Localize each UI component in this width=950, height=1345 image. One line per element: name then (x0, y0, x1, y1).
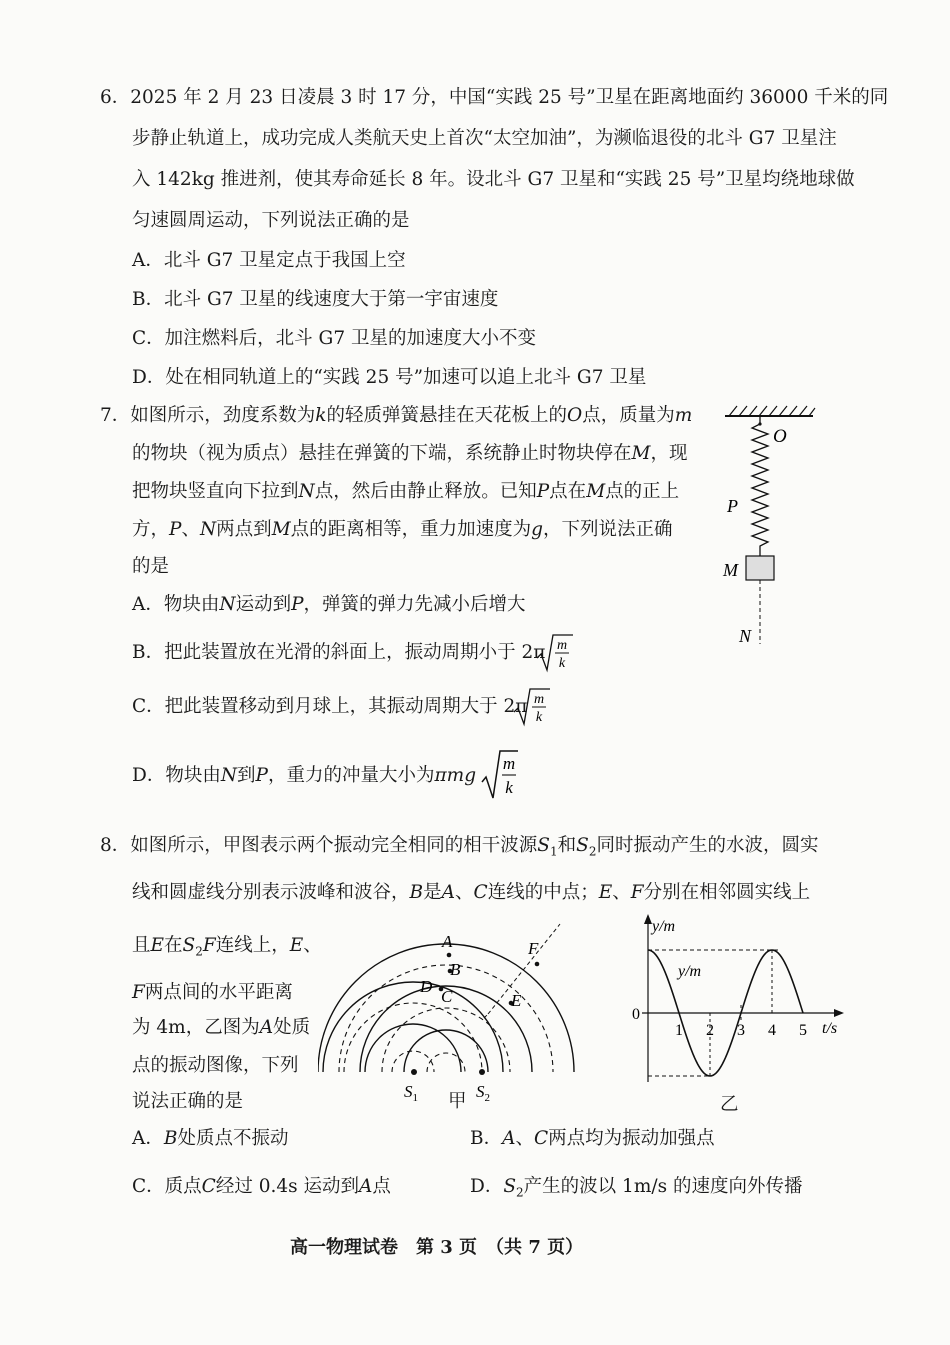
s2-f-line (488, 924, 560, 1014)
label-s2: $S_2$ (476, 1082, 490, 1104)
q7-line-5: 的是 (132, 556, 170, 577)
q8-line-2: 线和圆虚线分别表示波峰和波谷，B是A、C连线的中点；E、F分别在相邻圆实线上 (132, 882, 811, 903)
q8-option-b: B．A、C两点均为振动加强点 (470, 1128, 715, 1149)
sqrt-m-over-k-b (535, 632, 575, 674)
label-b: B (450, 960, 461, 979)
q8-line-3: 且E在$S_2F$连线上，E、 (132, 935, 322, 959)
origin-label: 0 (632, 1006, 640, 1023)
label-a: A (442, 932, 453, 951)
q8-line-7: 说法正确的是 (132, 1091, 244, 1112)
spring (752, 416, 768, 556)
y-axis-label: y/m (652, 918, 676, 935)
q7-option-d: D．物块由N到P，重力的冲量大小为πmg (132, 765, 477, 786)
q6-option-a: A．北斗 G7 卫星定点于我国上空 (132, 250, 406, 271)
x-axis-arrow (834, 1009, 844, 1017)
point-o (758, 422, 761, 425)
q7-line-1: 7．如图所示，劲度系数为k的轻质弹簧悬挂在天花板上的O点，质量为m (100, 405, 693, 426)
point-a (447, 953, 452, 958)
sqrt-m-over-k-d (480, 748, 520, 802)
sqrt-m-over-k-c (512, 686, 552, 728)
interference-figure (318, 920, 588, 1110)
q8-line-1: 8．如图所示，甲图表示两个振动完全相同的相干波源$S_1$和$S_2$同时振动产生的水波，圆实 (100, 835, 819, 859)
q6-option-b: B．北斗 G7 卫星的线速度大于第一宇宙速度 (132, 289, 499, 310)
x-tick-label: 1 (675, 1022, 683, 1039)
q6-line-2: 步静止轨道上，成功完成人类航天史上首次“太空加油”，为濒临退役的北斗 G7 卫星注 (132, 128, 837, 149)
label-p: P (727, 496, 738, 516)
label-n: N (739, 626, 752, 646)
q6-option-c: C．加注燃料后，北斗 G7 卫星的加速度大小不变 (132, 328, 536, 349)
label-f: F (528, 939, 539, 958)
figure-yi-caption: 乙 (720, 1094, 739, 1115)
source-s1 (411, 1069, 417, 1075)
q8-line-5: 为 4m，乙图为A处质 (132, 1017, 311, 1038)
label-s1: $S_1$ (404, 1082, 418, 1104)
svg-text:m: m (533, 692, 545, 707)
block-m (746, 556, 774, 580)
spring-figure (715, 400, 825, 655)
q8-line-6: 点的振动图像，下列 (132, 1055, 299, 1076)
x-tick-label: 3 (737, 1022, 745, 1039)
page-footer: 高一物理试卷 第 3 页 （共 7 页） (290, 1237, 584, 1258)
y-axis-inner-label: y/m (678, 963, 702, 980)
svg-text:m: m (502, 754, 516, 773)
source-s2 (479, 1069, 485, 1075)
q6-line-1: 6．2025 年 2 月 23 日凌晨 3 时 17 分，中国“实践 25 号”卫星在距离地面约 36000 千米的同 (100, 87, 889, 108)
q7-option-a: A．物块由N运动到P，弹簧的弹力先减小后增大 (132, 594, 526, 615)
q7-option-b: B．把此装置放在光滑的斜面上，振动周期小于 2π (132, 642, 546, 663)
x-tick-label: 5 (799, 1022, 807, 1039)
label-m: M (723, 560, 738, 580)
label-d: D (420, 977, 433, 996)
q7-line-3: 把物块竖直向下拉到N点，然后由静止释放。已知P点在M点的正上 (132, 481, 680, 502)
x-tick-label: 2 (706, 1022, 714, 1039)
q7-line-2: 的物块（视为质点）悬挂在弹簧的下端，系统静止时物块停在M，现 (132, 443, 688, 464)
ceiling-hatch (729, 406, 815, 416)
svg-text:k: k (535, 710, 543, 725)
q7-line-4: 方，P、N两点到M点的距离相等，重力加速度为g，下列说法正确 (132, 519, 673, 540)
q7-option-c: C．把此装置移动到月球上，其振动周期大于 2π (132, 696, 528, 717)
svg-text:k: k (558, 656, 566, 671)
figure-jia-caption: 甲 (448, 1091, 467, 1112)
x-axis-label: t/s (822, 1020, 838, 1037)
label-c: C (441, 987, 453, 1006)
label-e: E (511, 991, 522, 1010)
label-o: O (773, 426, 787, 447)
q8-line-4: F两点间的水平距离 (132, 982, 293, 1003)
y-axis-arrow (644, 914, 652, 924)
q6-option-d: D．处在相同轨道上的“实践 25 号”加速可以追上北斗 G7 卫星 (132, 367, 647, 388)
q8-option-d: D．$S_2$产生的波以 1m/s 的速度向外传播 (470, 1176, 803, 1200)
q6-line-3: 入 142kg 推进剂，使其寿命延长 8 年。设北斗 G7 卫星和“实践 25 号”卫星均绕地球做 (132, 169, 855, 190)
q8-option-a: A．B处质点不振动 (132, 1128, 289, 1149)
point-f (535, 962, 540, 967)
q6-line-4: 匀速圆周运动，下列说法正确的是 (132, 210, 410, 231)
trough-circles (339, 965, 553, 1072)
x-tick-label: 4 (768, 1022, 776, 1039)
svg-text:k: k (505, 778, 513, 797)
svg-text:m: m (556, 638, 568, 653)
q8-option-c: C．质点C经过 0.4s 运动到A点 (132, 1176, 391, 1197)
vibration-graph (620, 912, 850, 1092)
